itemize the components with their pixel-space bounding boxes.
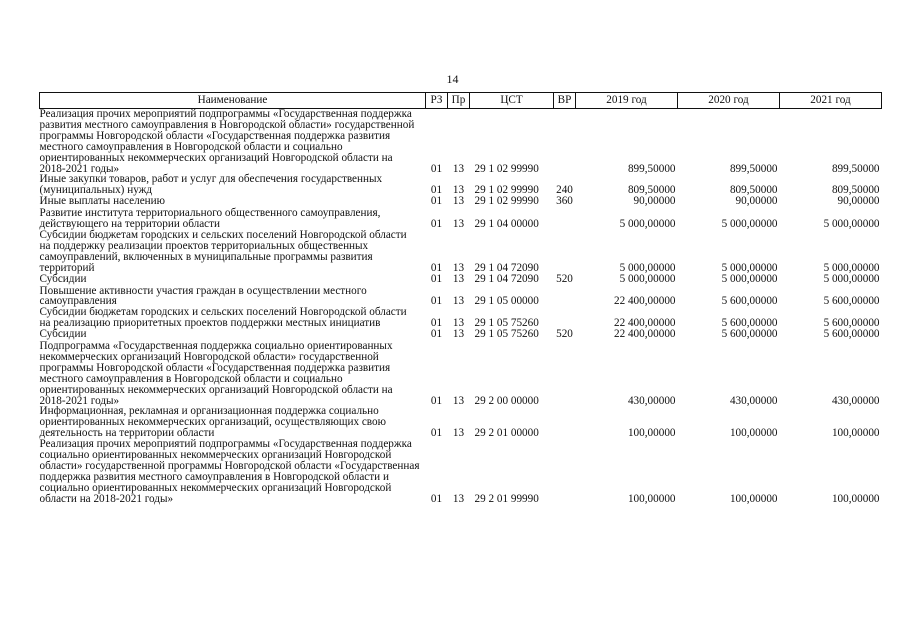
row-2020: 5 600,00000 <box>721 295 778 308</box>
header-cst: ЦСТ <box>470 93 554 109</box>
row-pr: 13 <box>452 317 465 330</box>
row-cst: 29 1 04 72090 <box>474 272 539 285</box>
table-row <box>40 230 882 274</box>
row-name: Субсидии <box>39 272 87 285</box>
row-name: Развитие института территориального общественного самоуправления, действующего на территории области <box>39 207 381 231</box>
table-row <box>40 285 882 308</box>
row-pr: 13 <box>452 272 465 285</box>
row-cst: 29 1 05 75260 <box>474 328 539 341</box>
row-2021: 430,00000 <box>831 394 880 407</box>
row-vr <box>554 406 576 439</box>
row-name: Субсидии бюджетам городских и сельских поселений Новгородской области на поддержку реализации проектов территориальных общественных самоуправлений, включенных в муниципальные программы развития территорий <box>39 228 407 274</box>
row-name: Субсидии <box>39 328 87 341</box>
header-2021: 2021 год <box>780 93 882 109</box>
row-rz: 01 <box>430 272 443 285</box>
row-2019: 5 000,00000 <box>619 218 676 231</box>
row-pr: 13 <box>452 195 465 208</box>
row-pr: 13 <box>452 492 465 505</box>
row-vr: 520 <box>556 272 573 285</box>
row-rz: 01 <box>430 317 443 330</box>
row-2021: 5 000,00000 <box>823 272 880 285</box>
row-cst: 29 1 04 72090 <box>474 261 539 274</box>
table-row <box>40 329 882 340</box>
row-2021: 90,00000 <box>837 195 880 208</box>
row-name: Реализация прочих мероприятий подпрограммы «Государственная поддержка социально ориентированных некоммерческих организаций Новгородской области» государственной программы Новгородской области «Государственная поддержка развития местного самоуправления в Новгородской области и социально ориентированных некоммерческих организаций Новгородской области на 2018-2021 годы» <box>39 438 420 505</box>
table-header-row <box>40 93 882 109</box>
row-pr: 13 <box>452 261 465 274</box>
header-2019: 2019 год <box>576 93 678 109</box>
row-vr <box>554 439 576 504</box>
table-row <box>40 406 882 439</box>
row-cst: 29 1 02 99990 <box>474 184 539 197</box>
row-cst: 29 1 05 75260 <box>474 317 539 330</box>
row-2021: 100,00000 <box>831 427 880 440</box>
row-rz: 01 <box>430 261 443 274</box>
row-2019: 5 000,00000 <box>619 261 676 274</box>
row-2019: 22 400,00000 <box>613 328 676 341</box>
table-row <box>40 109 882 175</box>
row-vr <box>554 207 576 230</box>
row-2019: 22 400,00000 <box>613 295 676 308</box>
row-2020: 809,50000 <box>729 184 778 197</box>
row-2020: 100,00000 <box>729 492 778 505</box>
row-2020: 5 000,00000 <box>721 261 778 274</box>
header-name: Наименование <box>40 93 426 109</box>
row-2021: 5 600,00000 <box>823 317 880 330</box>
row-name: Информационная, рекламная и организационная поддержка социально ориентированных некоммерческих организаций, осуществляющих свою деятельность на территории области <box>39 405 386 440</box>
row-2020: 100,00000 <box>729 427 778 440</box>
table-row <box>40 274 882 285</box>
row-2021: 5 000,00000 <box>823 261 880 274</box>
row-vr <box>554 285 576 308</box>
row-pr: 13 <box>452 328 465 341</box>
row-rz: 01 <box>430 218 443 231</box>
row-rz: 01 <box>430 295 443 308</box>
row-rz: 01 <box>430 184 443 197</box>
row-vr <box>554 230 576 274</box>
row-2020: 5 000,00000 <box>721 272 778 285</box>
row-vr: 520 <box>556 328 573 341</box>
row-pr: 13 <box>452 218 465 231</box>
row-2021: 899,50000 <box>831 162 880 175</box>
row-2019: 899,50000 <box>627 162 676 175</box>
row-cst: 29 1 04 00000 <box>474 218 539 231</box>
row-rz: 01 <box>430 162 443 175</box>
row-vr <box>554 307 576 329</box>
table-row <box>40 196 882 207</box>
row-rz: 01 <box>430 492 443 505</box>
row-pr: 13 <box>452 427 465 440</box>
row-vr <box>554 340 576 406</box>
row-rz: 01 <box>430 427 443 440</box>
row-name: Повышение активности участия граждан в осуществлении местного самоуправления <box>39 284 367 308</box>
row-cst: 29 1 02 99990 <box>474 162 539 175</box>
row-vr: 360 <box>556 195 573 208</box>
row-pr: 13 <box>452 394 465 407</box>
row-2020: 430,00000 <box>729 394 778 407</box>
row-2021: 100,00000 <box>831 492 880 505</box>
row-2019: 100,00000 <box>627 492 676 505</box>
row-2021: 5 600,00000 <box>823 295 880 308</box>
table-row <box>40 340 882 406</box>
row-2019: 100,00000 <box>627 427 676 440</box>
row-cst: 29 1 05 00000 <box>474 295 539 308</box>
row-cst: 29 2 01 99990 <box>474 492 539 505</box>
table-row <box>40 174 882 196</box>
row-pr: 13 <box>452 184 465 197</box>
table-row <box>40 307 882 329</box>
budget-table <box>39 92 882 505</box>
row-2021: 5 600,00000 <box>823 328 880 341</box>
row-cst: 29 2 01 00000 <box>474 427 539 440</box>
table-row <box>40 207 882 230</box>
row-2019: 809,50000 <box>627 184 676 197</box>
row-name: Иные выплаты населению <box>39 195 165 208</box>
row-2019: 430,00000 <box>627 394 676 407</box>
row-2020: 5 600,00000 <box>721 317 778 330</box>
row-pr: 13 <box>452 162 465 175</box>
row-name: Иные закупки товаров, работ и услуг для обеспечения государственных (муниципальных) нужд <box>39 173 383 197</box>
row-vr: 240 <box>556 184 573 197</box>
header-pr: Пр <box>448 93 470 109</box>
row-rz: 01 <box>430 328 443 341</box>
row-2019: 22 400,00000 <box>613 317 676 330</box>
row-2021: 5 000,00000 <box>823 218 880 231</box>
row-2020: 5 600,00000 <box>721 328 778 341</box>
row-cst: 29 2 00 00000 <box>474 394 539 407</box>
row-2020: 899,50000 <box>729 162 778 175</box>
row-2021: 809,50000 <box>831 184 880 197</box>
row-2020: 5 000,00000 <box>721 218 778 231</box>
row-name: Реализация прочих мероприятий подпрограммы «Государственная поддержка развития местного самоуправления в Новгородской области» государственной программы Новгородской области «Государственная поддержка развития местного самоуправления в Новгородской области и социально ориентированных некоммерческих организаций Новгородской области на 2018-2021 годы» <box>39 108 415 175</box>
row-rz: 01 <box>430 195 443 208</box>
row-2020: 90,00000 <box>735 195 778 208</box>
header-rz: РЗ <box>426 93 448 109</box>
row-2019: 5 000,00000 <box>619 272 676 285</box>
page-number: 14 <box>446 72 459 86</box>
row-vr <box>554 109 576 175</box>
row-rz: 01 <box>430 394 443 407</box>
row-cst: 29 1 02 99990 <box>474 195 539 208</box>
table-row <box>40 439 882 504</box>
row-name: Подпрограмма «Государственная поддержка социально ориентированных некоммерческих организаций Новгородской области» государственной программы Новгородской области «Государственная поддержка развития местного самоуправления в Новгородской области и социально ориентированных некоммерческих организаций Новгородской области на 2018-2021 годы» <box>39 340 393 407</box>
row-name: Субсидии бюджетам городских и сельских поселений Новгородской области на реализацию приоритетных проектов поддержки местных инициатив <box>39 306 407 330</box>
header-2020: 2020 год <box>678 93 780 109</box>
header-vr: ВР <box>554 93 576 109</box>
row-pr: 13 <box>452 295 465 308</box>
row-2019: 90,00000 <box>633 195 676 208</box>
